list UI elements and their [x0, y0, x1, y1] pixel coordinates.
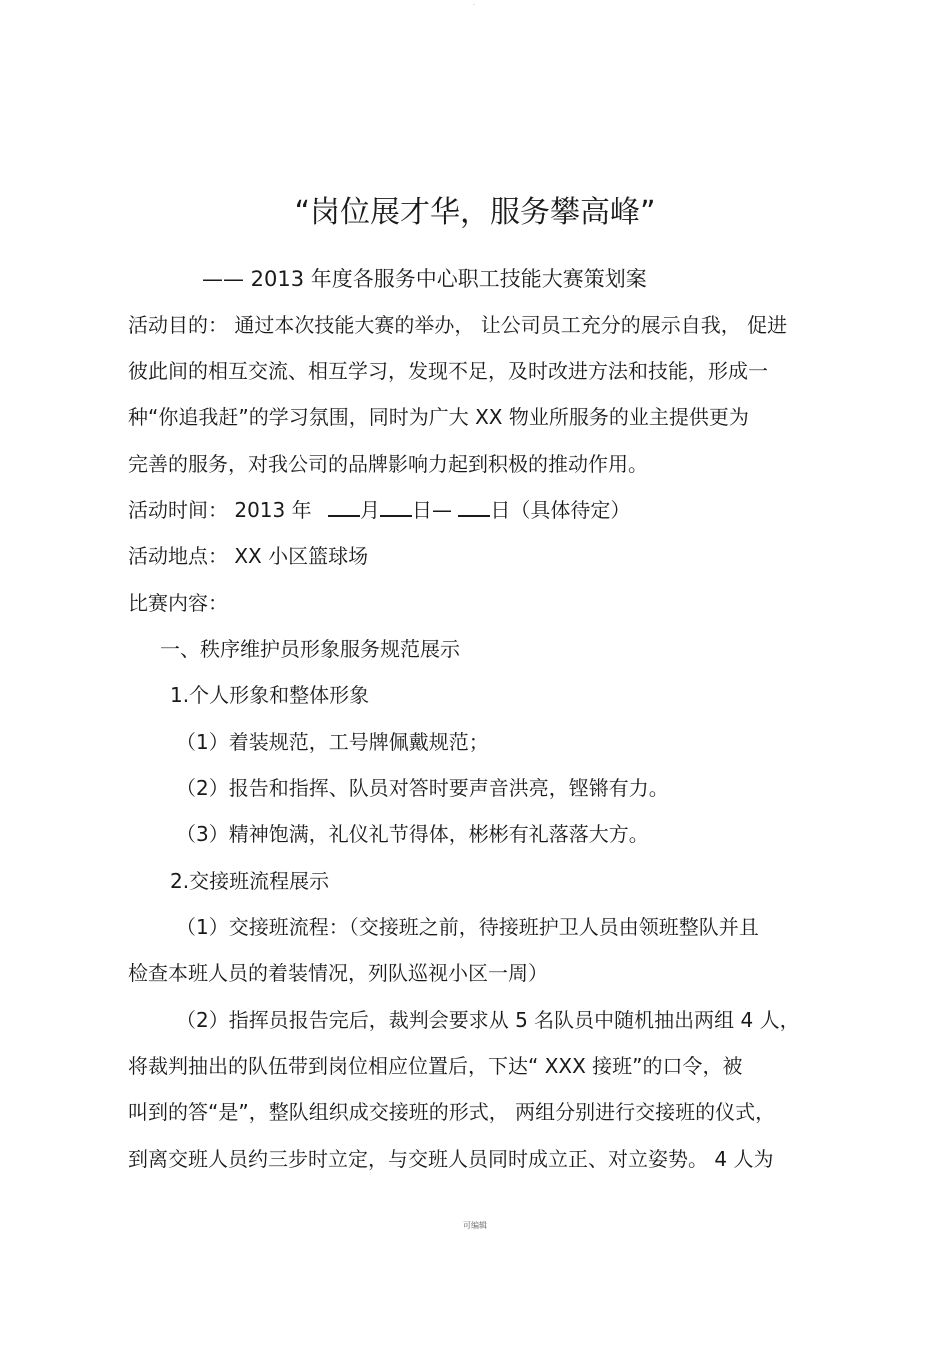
month-blank	[328, 497, 360, 517]
time-month: 月	[359, 498, 380, 522]
day-end-blank	[458, 497, 490, 517]
time-day-end: 日（具体待定）	[490, 498, 631, 522]
item-1-2: （2）报告和指挥、队员对答时要声音洪亮，铿锵有力。	[176, 776, 669, 800]
purpose-line-1: 活动目的： 通过本次技能大赛的举办， 让公司员工充分的展示自我， 促进	[128, 313, 788, 337]
item-2-2-line-1: （2）指挥员报告完后，裁判会要求从 5 名队员中随机抽出两组 4 人，	[176, 1008, 800, 1032]
purpose-line-2: 彼此间的相互交流、相互学习，发现不足，及时改进方法和技能，形成一	[128, 359, 768, 383]
item-1-1: （1）着装规范，工号牌佩戴规范；	[176, 730, 489, 754]
item-1-heading: 1.个人形象和整体形象	[170, 683, 370, 707]
purpose-line-3: 种“你追我赶”的学习氛围，同时为广大 XX 物业所服务的业主提供更为	[128, 405, 749, 429]
time-line	[128, 497, 630, 523]
time-day: 日—	[411, 498, 452, 522]
item-2-2-line-3: 叫到的答“是”，整队组织成交接班的形式， 两组分别进行交接班的仪式，	[128, 1100, 776, 1124]
item-2-1-line-2: 检查本班人员的着装情况，列队巡视小区一周）	[128, 961, 548, 985]
section-1-heading: 一、秩序维护员形象服务规范展示	[160, 637, 460, 661]
top-mark: ·	[473, 2, 475, 9]
item-2-heading: 2.交接班流程展示	[170, 869, 330, 893]
item-2-2-line-2: 将裁判抽出的队伍带到岗位相应位置后，下达“ XXX 接班”的口令，被	[128, 1054, 743, 1078]
purpose-line-4: 完善的服务，对我公司的品牌影响力起到积极的推动作用。	[128, 452, 648, 476]
footer-note: 可编辑	[463, 1221, 487, 1230]
content-label: 比赛内容：	[128, 591, 228, 615]
page-subtitle: —— 2013 年度各服务中心职工技能大赛策划案	[202, 267, 647, 291]
time-prefix: 活动时间： 2013 年	[128, 498, 312, 522]
place-line: 活动地点： XX 小区篮球场	[128, 544, 369, 568]
item-2-1-line-1: （1）交接班流程：（交接班之前，待接班护卫人员由领班整队并且	[176, 915, 759, 939]
item-1-3: （3）精神饱满，礼仪礼节得体，彬彬有礼落落大方。	[176, 822, 649, 846]
page-title: “岗位展才华，服务攀高峰”	[294, 195, 656, 230]
item-2-2-line-4: 到离交班人员约三步时立定，与交班人员同时成立正、对立姿势。 4 人为	[128, 1147, 774, 1171]
day-blank	[380, 497, 412, 517]
